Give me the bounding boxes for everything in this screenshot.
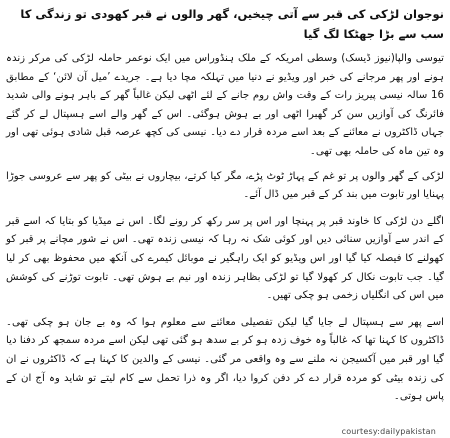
article-paragraph-2: لڑکی کے گھر والوں پر تو غم کے پہاڑ ٹوٹ پڑے، مگر کیا کرتے، بیچاروں نے بیٹی کو پھر سے عروسی جوڑا پہنایا اور تابوت میں بند کر کے قبر میں ڈال آئے۔ bbox=[6, 170, 444, 201]
source-credit: courtesy:dailypakistan bbox=[341, 427, 436, 436]
article-paragraph-3: اگلے دن لڑکی کا خاوند قبر پر پہنچا اور اس پر سر رکھ کر رونے لگا۔ اس نے میڈیا کو بتایا کہ اسے قبر کے اندر سے آوازیں سنائی دیں اور کوئی شک نہ رہا کہ نیسی زندہ تھی۔ اس نے شور مچانے پر قبر کو کھولنے کا فیصلہ کیا گیا اور اس ویڈیو کو ایک راہگیر نے موبائل کیمرے کی آنکھ میں محفوظ بھی کر لیا گیا۔ جب تابوت نکال کر کھولا گیا تو لڑکی بظاہر زندہ اور نیم بے ہوش تھی۔ تابوت توڑنے کی کوشش میں اس کی انگلیاں زخمی ہو چکی تھیں۔ bbox=[6, 215, 444, 302]
article-paragraph-1: تیوسی والپا(نیوز ڈیسک) وسطی امریکہ کے ملک ہنڈوراس میں ایک نوعمر حاملہ لڑکی کی مرکر زندہ ہونے اور پھر مرجانے کی خبر اور ویڈیو نے دنیا میں تہلکہ مچا دیا ہے۔ جریدے ’میل آن لائن‘ کے مطابق 16 سالہ نیسی پیریز رات کے وقت واش روم جانے کے لئے اٹھی لیکن غالباً گھر کے باہر ہونے والی شدید فائرنگ کی آوازیں سن کر گھبرا اٹھی اور بے ہوش ہوگئی۔ اس کے گھر والے اسے ہسپتال لے کر گئے جہاں ڈاکٹروں نے معائنے کے بعد اسے مردہ قرار دے دیا۔ نیسی کی کچھ عرصہ قبل شادی ہوئی تھی اور وہ تین ماہ کی حاملہ بھی تھی۔ bbox=[6, 53, 444, 157]
article-headline: نوجوان لڑکی کی قبر سے آتی چیخیں، گھر والوں نے قبر کھودی تو زندگی کا سب سے بڑا جھٹکا لگ گیا bbox=[20, 7, 444, 41]
article bbox=[6, 4, 444, 415]
article-paragraph-4: اسے پھر سے ہسپتال لے جایا گیا لیکن تفصیلی معائنے سے معلوم ہوا کہ وہ بے جان ہو چکی تھی۔ ڈاکٹروں کا کہنا تھا کہ غالباً وہ خوف زدہ ہو کر بے سدھ ہو گئی تھی لیکن اسے مردہ سمجھ کر دفنا دیا گیا اور قبر میں آکسیجن نہ ملنے سے وہ واقعی مر گئی۔ نیسی کے والدین کا کہنا ہے کہ ڈاکٹروں نے ان کی زندہ بیٹی کو مردہ قرار دے کر دفن کروا دیا، اگر وہ ذرا تحمل سے کام لیتے تو شاید وہ آج ان کے پاس ہوتی۔ bbox=[6, 316, 444, 403]
